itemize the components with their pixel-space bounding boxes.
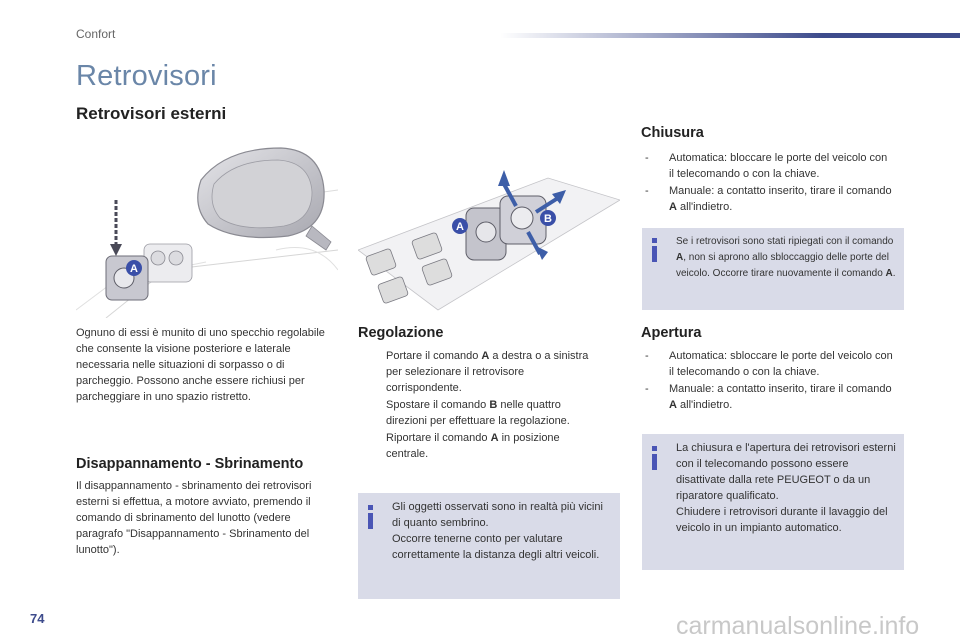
- list-item: - Manuale: a contatto inserito, tirare il comando A all'indietro.: [645, 383, 892, 411]
- heading-regolazione: Regolazione: [358, 325, 444, 341]
- header-bar: [500, 33, 960, 38]
- heading-chiusura: Chiusura: [641, 125, 704, 141]
- chiusura-list: [645, 150, 895, 216]
- info-note-regolazione: [358, 493, 620, 599]
- list-item: - Manuale: a contatto inserito, tirare il comando A all'indietro.: [645, 185, 892, 213]
- esterni-text: Ognuno di essi è munito di uno specchio regolabile che consente la visione posteriore e laterale necessaria nelle situazioni di sorpasso o di parcheggio. Possono anche essere richiusi per parcheggiare in uno spazio ristretto.: [76, 327, 325, 403]
- label-a: A: [130, 263, 138, 275]
- heading-retrovisori-esterni: Retrovisori esterni: [76, 104, 227, 123]
- page-number: 74: [30, 611, 45, 626]
- info-note-apertura: [642, 434, 904, 570]
- list-item: Riportare il comando A in posizione centrale.: [386, 432, 560, 460]
- heading-apertura: Apertura: [641, 325, 702, 341]
- section-label: Confort: [76, 27, 116, 41]
- switch-panel-figure: [358, 160, 620, 318]
- list-item: Portare il comando A a destra o a sinistra per selezionare il retrovisore corrispondente.: [386, 350, 589, 394]
- label-b: B: [544, 213, 552, 225]
- info-icon: [652, 446, 657, 451]
- list-item: - Automatica: bloccare le porte del veicolo con il telecomando o con la chiave.: [645, 152, 888, 180]
- info-note-text: Gli oggetti osservati sono in realtà più vicini di quanto sembrino. Occorre tenerne conto per valutare correttamente la distanza degli altri veicoli.: [392, 501, 603, 561]
- page-title: Retrovisori: [76, 60, 217, 92]
- info-note-text: Se i retrovisori sono stati ripiegati con il comando A, non si aprono allo sbloccaggio delle porte del veicolo. Occorre tirare nuovamente il comando A.: [676, 236, 896, 279]
- heading-disappannamento: Disappannamento - Sbrinamento: [76, 456, 304, 472]
- info-icon: [652, 238, 657, 243]
- mirror-figure: [76, 140, 338, 318]
- info-note-text: La chiusura e l'apertura dei retrovisori esterni con il telecomando possono essere disattivate dalla rete PEUGEOT o da un riparatore qualificato. Chiudere i retrovisori durante il lavaggio del veicolo in un impianto automatico.: [676, 442, 896, 534]
- apertura-list: [645, 348, 895, 414]
- regolazione-list: [362, 348, 602, 463]
- info-note-chiusura: [642, 228, 904, 310]
- label-a: A: [456, 221, 464, 233]
- info-icon: [368, 505, 373, 510]
- list-item: Spostare il comando B nelle quattro direzioni per effettuare la regolazione.: [386, 399, 570, 427]
- list-item: - Automatica: sbloccare le porte del veicolo con il telecomando o con la chiave.: [645, 350, 893, 378]
- disappannamento-text: Il disappannamento - sbrinamento dei retrovisori esterni si effettua, a motore avviato, premendo il comando di sbrinamento del lunotto (vedere paragrafo "Disappannamento - Sbrinamento del lunotto").: [76, 480, 312, 556]
- watermark: carmanualsonline.info: [676, 612, 920, 640]
